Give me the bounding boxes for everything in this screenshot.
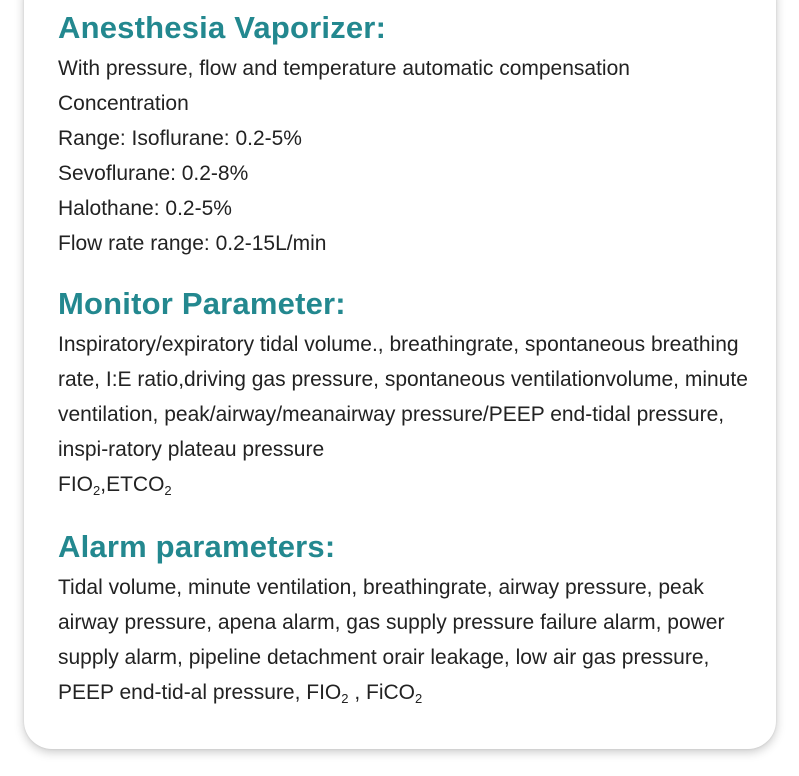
monitor-section — [58, 286, 770, 502]
fico2-label: FiCO$_2$ — [366, 681, 423, 706]
vaporizer-spec-list — [58, 51, 770, 261]
fio2-label: $FIO_2$ — [306, 681, 349, 706]
vaporizer-section — [58, 10, 770, 261]
alarm-parameter-text: Tidal volume, minute ventilation, breathingrate, airway pressure, peak airway pressure, apena alarm, gas supply pressure failure alarm, power supply alarm, pipeline detachment orair leakage, low air gas pressure, PEEP end-tid-al pressure, — [58, 576, 725, 704]
monitor-description — [58, 327, 770, 502]
gas-separator: , — [348, 681, 366, 704]
vaporizer-spec-line: Halothane: 0.2-5% — [58, 197, 232, 220]
vaporizer-heading: Anesthesia Vaporizer: — [58, 10, 387, 45]
vaporizer-spec-line: Flow rate range: 0.2-15L/min — [58, 232, 327, 255]
vaporizer-spec-line: Sevoflurane: 0.2-8% — [58, 162, 249, 185]
monitor-heading: Monitor Parameter: — [58, 286, 346, 321]
alarm-heading: Alarm parameters: — [58, 529, 336, 564]
gas-separator: , — [100, 473, 107, 496]
vaporizer-spec-line: Concentration — [58, 92, 189, 115]
monitor-parameter-text: Inspiratory/expiratory tidal volume., breathingrate, spontaneous breathing rate, I:E ratio,driving gas pressure, spontaneous ventilationvolume, minute ventilation, peak/airway/meanairway pressure/PEEP end-tidal pressure, inspi-ratory plateau pressure — [58, 333, 748, 461]
vaporizer-spec-line: Range: Isoflurane: 0.2-5% — [58, 127, 302, 150]
alarm-section — [58, 529, 770, 710]
fio2-label: $FIO_2$ — [58, 473, 101, 498]
vaporizer-spec-line: With pressure, flow and temperature automatic compensation — [58, 57, 630, 80]
alarm-description — [58, 570, 770, 710]
etco2-label: $ETCO_2$ — [106, 473, 172, 498]
